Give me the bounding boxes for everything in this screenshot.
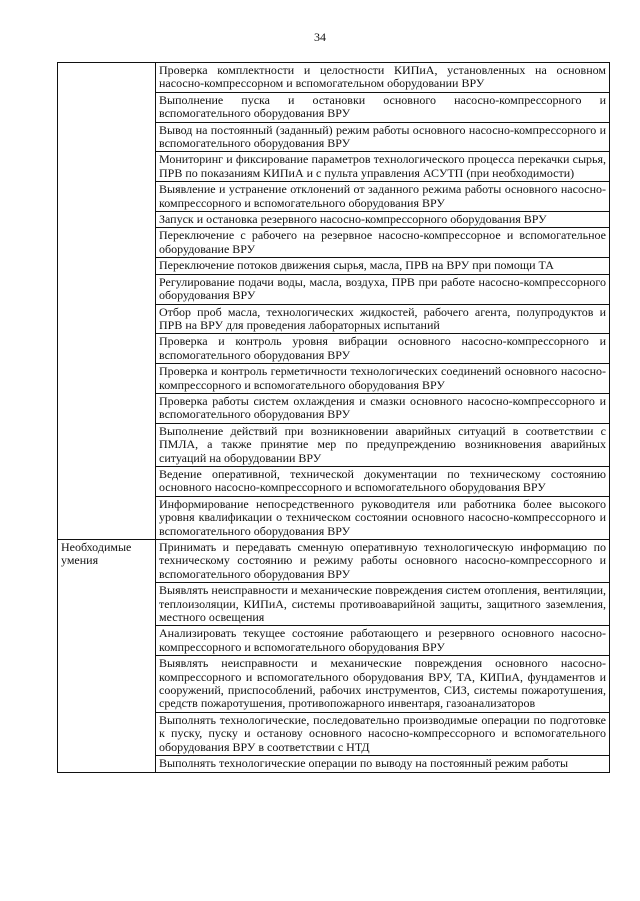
table-cell: Выполнение пуска и остановки основного насосно-компрессорного и вспомогательного оборудования ВРУ xyxy=(156,92,610,122)
table-cell: Отбор проб масла, технологических жидкостей, рабочего агента, полупродуктов и ПРВ на ВРУ для проведения лабораторных испытаний xyxy=(156,304,610,334)
page-number: 34 xyxy=(314,30,326,44)
table-cell: Выполнять технологические операции по выводу на постоянный режим работы xyxy=(156,756,610,772)
table-cell: Проверка работы систем охлаждения и смазки основного насосно-компрессорного и вспомогательного оборудования ВРУ xyxy=(156,393,610,423)
table-cell: Проверка и контроль уровня вибрации основного насосно-компрессорного и вспомогательного оборудования ВРУ xyxy=(156,334,610,364)
table-cell: Информирование непосредственного руководителя или работника более высокого уровня квалификации о техническом состоянии основного насосно-компрессорного и вспомогательного оборудования ВРУ xyxy=(156,496,610,539)
row-label-required-skills: Необходимые умения xyxy=(58,540,156,773)
table-cell: Выполнять технологические, последовательно производимые операции по подготовке к пуску, пуску и останову основного насосно-компрессорного и вспомогательного оборудования ВРУ в соответствии с НТД xyxy=(156,712,610,755)
table-cell: Выявлять неисправности и механические повреждения основного насосно-компрессорного и вспомогательного оборудования ВРУ, ТА, КИПиА, фундаментов и сооружений, приспособлений, рабочих инструментов, СИЗ, системы пожаротушения, средств пожаротушения, противопожарного инвентаря, газоанализаторов xyxy=(156,656,610,713)
table-cell: Ведение оперативной, технической документации по техническому состоянию основного насосно-компрессорного и вспомогательного оборудования ВРУ xyxy=(156,466,610,496)
table-cell: Переключение с рабочего на резервное насосно-компрессорное и вспомогательное оборудование ВРУ xyxy=(156,228,610,258)
table-cell: Выполнение действий при возникновении аварийных ситуаций в соответствии с ПМЛА, а также принятие мер по предупреждению возникновения аварийных ситуаций на оборудовании ВРУ xyxy=(156,423,610,466)
table-cell: Анализировать текущее состояние работающего и резервного основного насосно-компрессорного и вспомогательного оборудования ВРУ xyxy=(156,626,610,656)
table-cell: Запуск и остановка резервного насосно-компрессорного оборудования ВРУ xyxy=(156,212,610,228)
table-cell: Выявлять неисправности и механические повреждения систем отопления, вентиляции, теплоизоляции, КИПиА, системы противоаварийной защиты, защитного заземления, местного освещения xyxy=(156,583,610,626)
table-cell: Принимать и передавать сменную оперативную технологическую информацию по техническому состоянию и режиму работы основного насосно-компрессорного и вспомогательного оборудования ВРУ xyxy=(156,540,610,583)
competency-table xyxy=(57,62,610,773)
table-row xyxy=(58,63,610,93)
table-cell: Вывод на постоянный (заданный) режим работы основного насосно-компрессорного и вспомогательного оборудования ВРУ xyxy=(156,122,610,152)
table-cell: Переключение потоков движения сырья, масла, ПРВ на ВРУ при помощи ТА xyxy=(156,258,610,274)
table-cell: Мониторинг и фиксирование параметров технологического процесса перекачки сырья, ПРВ по показаниям КИПиА и с пульта управления АСУТП (при необходимости) xyxy=(156,152,610,182)
table-cell: Выявление и устранение отклонений от заданного режима работы основного насосно-компрессорного и вспомогательного оборудования ВРУ xyxy=(156,182,610,212)
row-label-labor-actions xyxy=(58,63,156,540)
table-cell: Проверка комплектности и целостности КИПиА, установленных на основном насосно-компрессорном и вспомогательном оборудовании ВРУ xyxy=(156,63,610,93)
table-body xyxy=(58,63,610,773)
table-cell: Регулирование подачи воды, масла, воздуха, ПРВ при работе насосно-компрессорного оборудования ВРУ xyxy=(156,274,610,304)
table-cell: Проверка и контроль герметичности технологических соединений основного насосно-компрессорного и вспомогательного оборудования ВРУ xyxy=(156,364,610,394)
table-row xyxy=(58,540,610,583)
